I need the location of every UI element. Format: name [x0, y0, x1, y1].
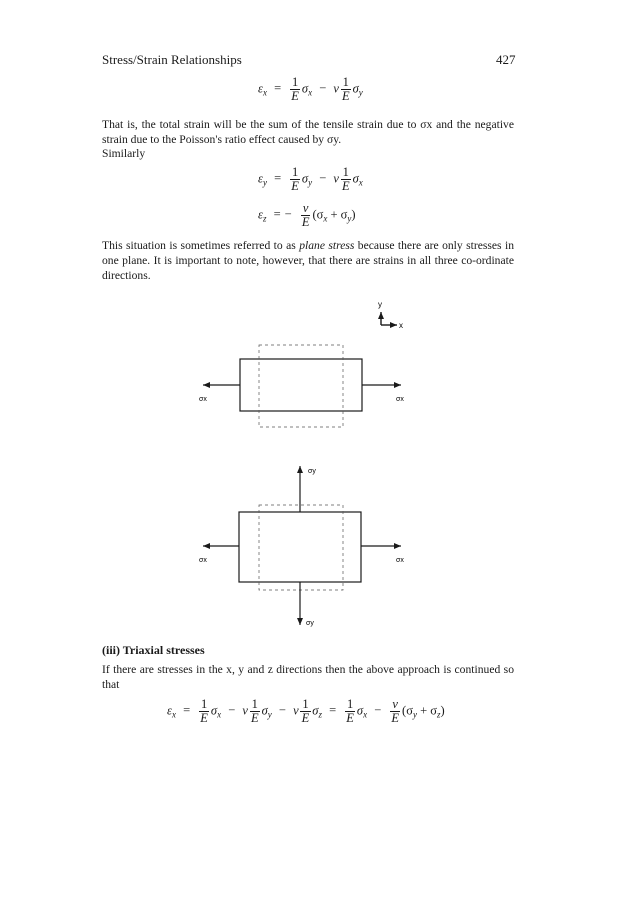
biaxial-stress-figure: [199, 466, 404, 627]
paragraph-plane-stress: This situation is sometimes referred to as plane stress because there are only stresses in one plane. It is important to note, however, that there are strains in all three co-ordinate directions.: [102, 239, 514, 282]
equation-strain-z: $\varepsilon_z$ = − $\frac{\nu}{E}$ $(\sigma_x + \sigma_y)$: [258, 201, 356, 229]
axes-icon: [378, 300, 403, 330]
section-heading: (iii) Triaxial stresses: [102, 643, 205, 657]
paragraph-similarly: Similarly: [102, 147, 146, 160]
sigma-y-label-bottom: σy: [306, 620, 314, 627]
original-element-box: [240, 359, 362, 411]
deformed-element-outline-2: [259, 505, 343, 590]
equation-strain-x: $\varepsilon_x$ = $\frac{1}{E}$ $\sigma_x - \nu$ $\frac{1}{E}$ $\sigma_y$: [258, 75, 363, 103]
sigma-x-label-left-2: σx: [199, 557, 207, 564]
page-number: 427: [496, 52, 516, 67]
equation-triaxial-strain: $\varepsilon_x$ = $\frac{1}{E}$ $\sigma_x - \nu$ $\frac{1}{E}$ $\sigma_y - \nu$ $\frac{1}{E}$ $\sigma_z$ = $\frac{1}{E}$ $\sigma_x$ − $\frac{\nu}{E}$ $(\sigma_y + \sigma_z)$: [167, 697, 445, 725]
running-header: Stress/Strain Relationships: [102, 52, 242, 67]
paragraph-total-strain: That is, the total strain will be the sum of the tensile strain due to σx and the negative strain due to the Poisson's ratio effect caused by σy.: [102, 118, 514, 146]
paragraph-triaxial: If there are stresses in the x, y and z directions then the above approach is continued so that: [102, 663, 514, 691]
deformed-element-outline: [259, 345, 343, 427]
equation-strain-y: $\varepsilon_y$ = $\frac{1}{E}$ $\sigma_y - \nu$ $\frac{1}{E}$ $\sigma_x$: [258, 165, 363, 193]
uniaxial-stress-figure: [199, 345, 404, 427]
sigma-x-label-left: σx: [199, 396, 207, 403]
axis-y-label: y: [378, 300, 382, 309]
sigma-y-label-top: σy: [308, 468, 316, 475]
sigma-x-label-right-2: σx: [396, 557, 404, 564]
axis-x-label: x: [399, 321, 403, 330]
sigma-x-label-right: σx: [396, 396, 404, 403]
